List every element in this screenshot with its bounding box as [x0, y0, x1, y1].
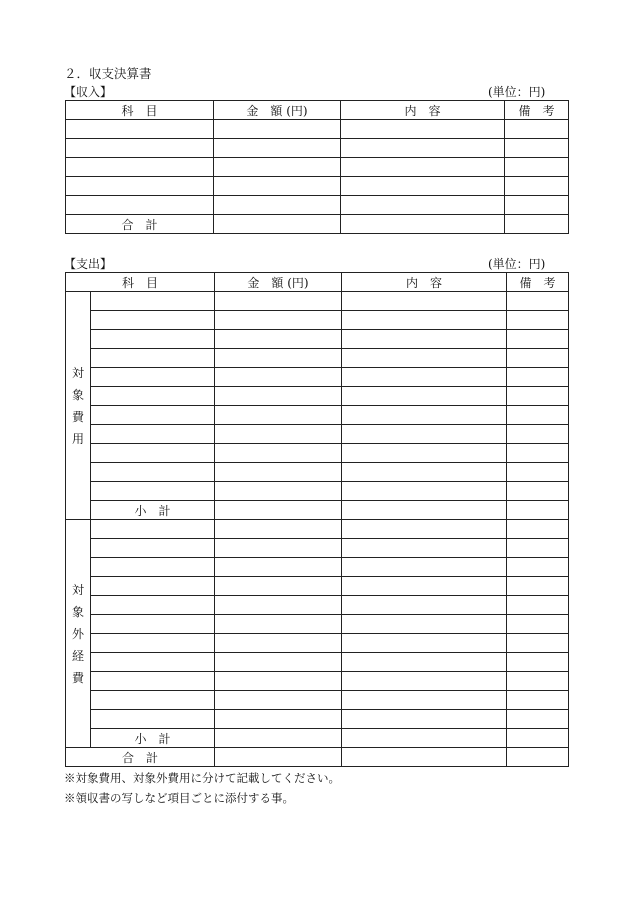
expense-remarks-cell [507, 406, 569, 425]
expense-remarks-cell [507, 691, 569, 710]
note-2: ※領収書の写しなど項目ごとに添付する事。 [64, 791, 294, 805]
expense-subject-cell [91, 330, 215, 349]
expense-subject-cell [91, 558, 215, 577]
expense-remarks-cell [507, 672, 569, 691]
expense-row [66, 710, 569, 729]
income-subject-cell [66, 158, 214, 177]
group1-subtotal-amount [215, 501, 342, 520]
expense-content-cell [342, 558, 507, 577]
group2-subtotal-row [66, 729, 569, 748]
expense-subject-cell [91, 710, 215, 729]
expense-content-cell [342, 387, 507, 406]
expense-content-cell [342, 577, 507, 596]
expense-amount-cell [215, 520, 342, 539]
group2-label-char: 外 [71, 626, 84, 641]
expense-unit-label: (単位：円) [488, 257, 546, 271]
income-total-row [66, 215, 569, 234]
group1-subtotal-label: 小 計 [91, 501, 215, 520]
expense-total-content [342, 748, 507, 767]
expense-content-cell [342, 710, 507, 729]
income-row [66, 196, 569, 215]
income-total-content [341, 215, 505, 234]
expense-amount-cell [215, 615, 342, 634]
expense-total-label: 合 計 [66, 748, 215, 767]
expense-amount-cell [215, 425, 342, 444]
expense-amount-cell [215, 463, 342, 482]
expense-remarks-cell [507, 558, 569, 577]
expense-content-cell [342, 330, 507, 349]
expense-content-cell [342, 691, 507, 710]
expense-amount-cell [215, 539, 342, 558]
expense-row [66, 577, 569, 596]
income-subject-cell [66, 139, 214, 158]
expense-remarks-cell [507, 463, 569, 482]
expense-content-cell [342, 444, 507, 463]
expense-amount-cell [215, 444, 342, 463]
income-row [66, 139, 569, 158]
expense-content-cell [342, 615, 507, 634]
group2-subtotal-remarks [507, 729, 569, 748]
expense-row [66, 368, 569, 387]
expense-subject-cell [91, 292, 215, 311]
expense-content-cell [342, 634, 507, 653]
expense-title: 【支出】 [64, 257, 113, 271]
income-unit-label: (単位：円) [488, 85, 546, 99]
expense-subject-cell [91, 539, 215, 558]
expense-remarks-cell [507, 387, 569, 406]
expense-remarks-cell [507, 349, 569, 368]
expense-amount-cell [215, 710, 342, 729]
expense-row [66, 520, 569, 539]
expense-row [66, 349, 569, 368]
expense-remarks-cell [507, 330, 569, 349]
expense-remarks-cell [507, 615, 569, 634]
group1-subtotal-remarks [507, 501, 569, 520]
income-amount-cell [214, 158, 341, 177]
income-total-amount [214, 215, 341, 234]
income-row [66, 177, 569, 196]
group2-subtotal-amount [215, 729, 342, 748]
expense-amount-cell [215, 292, 342, 311]
expense-amount-cell [215, 577, 342, 596]
income-remarks-cell [505, 177, 569, 196]
expense-row [66, 292, 569, 311]
expense-amount-cell [215, 558, 342, 577]
expense-subject-cell [91, 520, 215, 539]
group1-subtotal-row [66, 501, 569, 520]
group1-label-char: 費 [71, 409, 84, 424]
expense-content-cell [342, 653, 507, 672]
expense-content-cell [342, 292, 507, 311]
income-content-cell [341, 139, 505, 158]
expense-subject-cell [91, 577, 215, 596]
expense-header-remarks: 備 考 [507, 273, 569, 292]
group2-label-char: 対 [71, 582, 84, 597]
expense-amount-cell [215, 330, 342, 349]
income-remarks-cell [505, 120, 569, 139]
expense-row [66, 634, 569, 653]
section-title: ２．収支決算書 [64, 66, 152, 81]
expense-row [66, 596, 569, 615]
expense-remarks-cell [507, 368, 569, 387]
expense-subject-cell [91, 653, 215, 672]
expense-content-cell [342, 463, 507, 482]
group2-subtotal-content [342, 729, 507, 748]
expense-subject-cell [91, 482, 215, 501]
income-header-remarks: 備 考 [505, 101, 569, 120]
expense-row [66, 425, 569, 444]
income-header-row [66, 101, 569, 120]
group2-subtotal-label: 小 計 [91, 729, 215, 748]
expense-total-amount [215, 748, 342, 767]
expense-content-cell [342, 539, 507, 558]
expense-row [66, 406, 569, 425]
expense-amount-cell [215, 672, 342, 691]
expense-row [66, 691, 569, 710]
income-header-amount: 金 額 (円) [214, 101, 341, 120]
income-header-subject: 科 目 [66, 101, 214, 120]
expense-amount-cell [215, 653, 342, 672]
expense-amount-cell [215, 482, 342, 501]
income-subject-cell [66, 120, 214, 139]
expense-content-cell [342, 520, 507, 539]
group1-label-char: 象 [71, 387, 84, 402]
income-title: 【収入】 [64, 85, 113, 99]
expense-subject-cell [91, 406, 215, 425]
income-remarks-cell [505, 196, 569, 215]
income-amount-cell [214, 177, 341, 196]
income-header-content: 内 容 [341, 101, 505, 120]
group1-subtotal-content [342, 501, 507, 520]
expense-content-cell [342, 406, 507, 425]
expense-remarks-cell [507, 444, 569, 463]
expense-content-cell [342, 349, 507, 368]
income-row [66, 120, 569, 139]
income-row [66, 158, 569, 177]
expense-remarks-cell [507, 425, 569, 444]
expense-total-row [66, 748, 569, 767]
group2-label-char: 象 [71, 604, 84, 619]
expense-remarks-cell [507, 577, 569, 596]
group1-label-char: 用 [71, 431, 84, 446]
income-table [65, 100, 569, 234]
expense-subject-cell [91, 368, 215, 387]
income-content-cell [341, 120, 505, 139]
expense-header-content: 内 容 [342, 273, 507, 292]
expense-remarks-cell [507, 539, 569, 558]
expense-row [66, 653, 569, 672]
expense-row [66, 463, 569, 482]
group1-label [66, 292, 91, 520]
expense-content-cell [342, 425, 507, 444]
expense-row [66, 311, 569, 330]
expense-amount-cell [215, 634, 342, 653]
income-total-remarks [505, 215, 569, 234]
expense-content-cell [342, 482, 507, 501]
expense-amount-cell [215, 387, 342, 406]
income-total-label: 合 計 [66, 215, 214, 234]
expense-remarks-cell [507, 482, 569, 501]
expense-table [65, 272, 569, 767]
expense-subject-cell [91, 596, 215, 615]
expense-amount-cell [215, 311, 342, 330]
expense-row [66, 558, 569, 577]
expense-total-remarks [507, 748, 569, 767]
expense-subject-cell [91, 349, 215, 368]
expense-remarks-cell [507, 634, 569, 653]
income-subject-cell [66, 177, 214, 196]
income-content-cell [341, 158, 505, 177]
expense-header-subject: 科 目 [66, 273, 215, 292]
note-1: ※対象費用、対象外費用に分けて記載してください。 [64, 771, 340, 785]
expense-content-cell [342, 596, 507, 615]
expense-subject-cell [91, 425, 215, 444]
expense-content-cell [342, 368, 507, 387]
expense-remarks-cell [507, 710, 569, 729]
expense-row [66, 615, 569, 634]
expense-row [66, 672, 569, 691]
expense-header-amount: 金 額 (円) [215, 273, 342, 292]
expense-amount-cell [215, 596, 342, 615]
income-amount-cell [214, 120, 341, 139]
expense-subject-cell [91, 691, 215, 710]
expense-subject-cell [91, 463, 215, 482]
income-remarks-cell [505, 158, 569, 177]
group2-label-char: 費 [71, 670, 84, 685]
expense-subject-cell [91, 615, 215, 634]
expense-content-cell [342, 311, 507, 330]
expense-subject-cell [91, 311, 215, 330]
expense-subject-cell [91, 634, 215, 653]
income-amount-cell [214, 196, 341, 215]
expense-remarks-cell [507, 653, 569, 672]
expense-subject-cell [91, 387, 215, 406]
expense-row [66, 330, 569, 349]
expense-amount-cell [215, 406, 342, 425]
income-content-cell [341, 177, 505, 196]
expense-amount-cell [215, 349, 342, 368]
income-subject-cell [66, 196, 214, 215]
group2-label-char: 経 [71, 648, 84, 663]
expense-header-row [66, 273, 569, 292]
expense-remarks-cell [507, 520, 569, 539]
income-amount-cell [214, 139, 341, 158]
income-content-cell [341, 196, 505, 215]
expense-subject-cell [91, 672, 215, 691]
expense-subject-cell [91, 444, 215, 463]
expense-amount-cell [215, 368, 342, 387]
expense-remarks-cell [507, 311, 569, 330]
expense-content-cell [342, 672, 507, 691]
group1-label-char: 対 [71, 365, 84, 380]
expense-row [66, 482, 569, 501]
expense-remarks-cell [507, 596, 569, 615]
expense-row [66, 444, 569, 463]
expense-row [66, 387, 569, 406]
expense-remarks-cell [507, 292, 569, 311]
expense-amount-cell [215, 691, 342, 710]
group2-label [66, 520, 91, 748]
income-remarks-cell [505, 139, 569, 158]
expense-row [66, 539, 569, 558]
